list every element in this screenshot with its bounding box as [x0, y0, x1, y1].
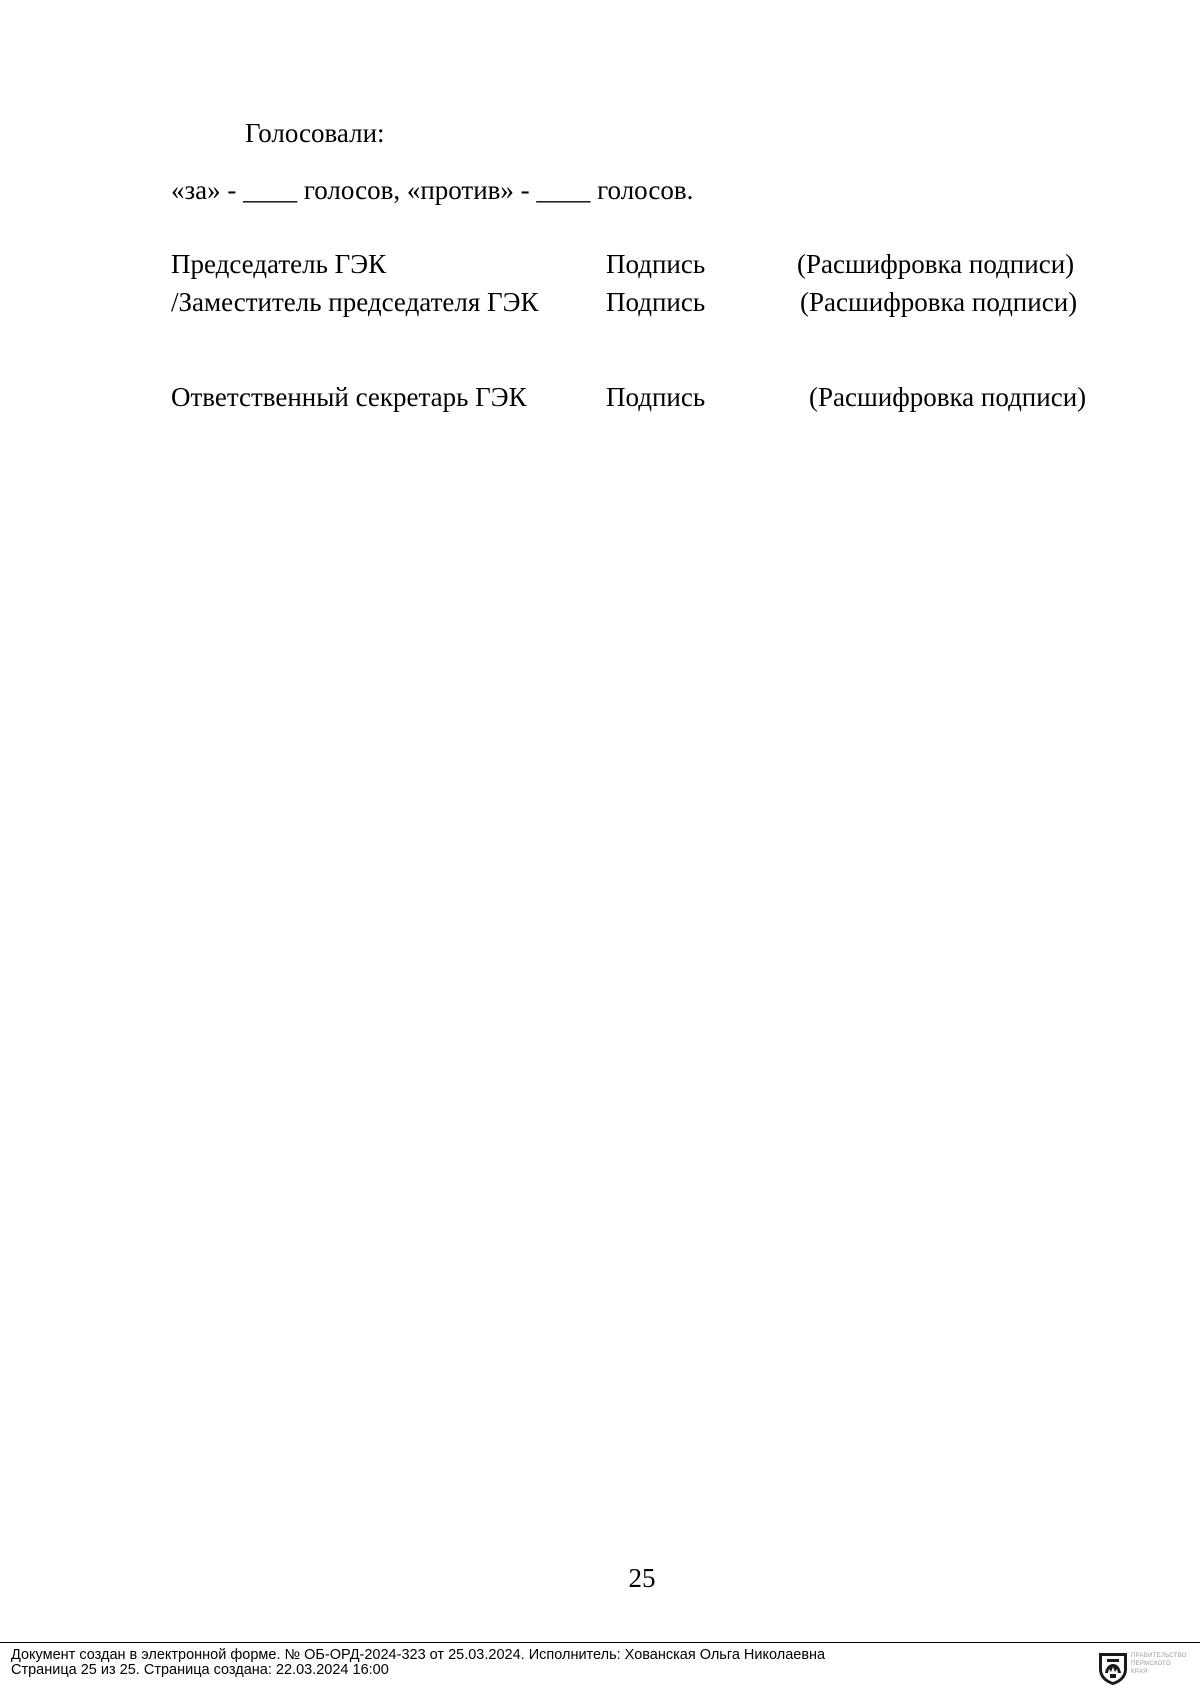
signature-role-chairman: Председатель ГЭК: [171, 249, 387, 279]
signature-placeholder-chairman: Подпись: [606, 249, 706, 279]
signature-role-secretary: Ответственный секретарь ГЭК: [171, 382, 527, 412]
page-number: 25: [628, 1563, 656, 1593]
logo-caption-line-2: ПЕРМСКОГО: [1131, 1661, 1171, 1667]
signature-decode-secretary: (Расшифровка подписи): [809, 382, 1087, 412]
footer-info: [11, 1648, 825, 1678]
signature-role-deputy: /Заместитель председателя ГЭК: [171, 287, 539, 317]
footer-line-2: Страница 25 из 25. Страница создана: 22.03.2024 16:00: [11, 1662, 389, 1678]
government-logo: [1097, 1648, 1197, 1688]
signature-placeholder-secretary: Подпись: [606, 382, 706, 412]
coat-of-arms-icon: [1097, 1650, 1129, 1686]
signature-decode-chairman: (Расшифровка подписи): [797, 249, 1075, 279]
logo-caption-line-1: ПРАВИТЕЛЬСТВО: [1131, 1653, 1187, 1659]
vote-tally: «за» - ____ голосов, «против» - ____ голосов.: [171, 175, 694, 205]
signature-decode-deputy: (Расшифровка подписи): [800, 287, 1078, 317]
logo-caption: [1131, 1652, 1187, 1676]
logo-caption-line-3: КРАЯ: [1131, 1669, 1148, 1675]
footer-line-1: Документ создан в электронной форме. № ОБ-ОРД-2024-323 от 25.03.2024. Исполнитель: Хованская Ольга Николаевна: [11, 1647, 826, 1663]
signature-placeholder-deputy: Подпись: [606, 287, 706, 317]
footer-divider: [0, 1642, 1200, 1643]
voted-heading: Голосовали:: [245, 118, 385, 148]
